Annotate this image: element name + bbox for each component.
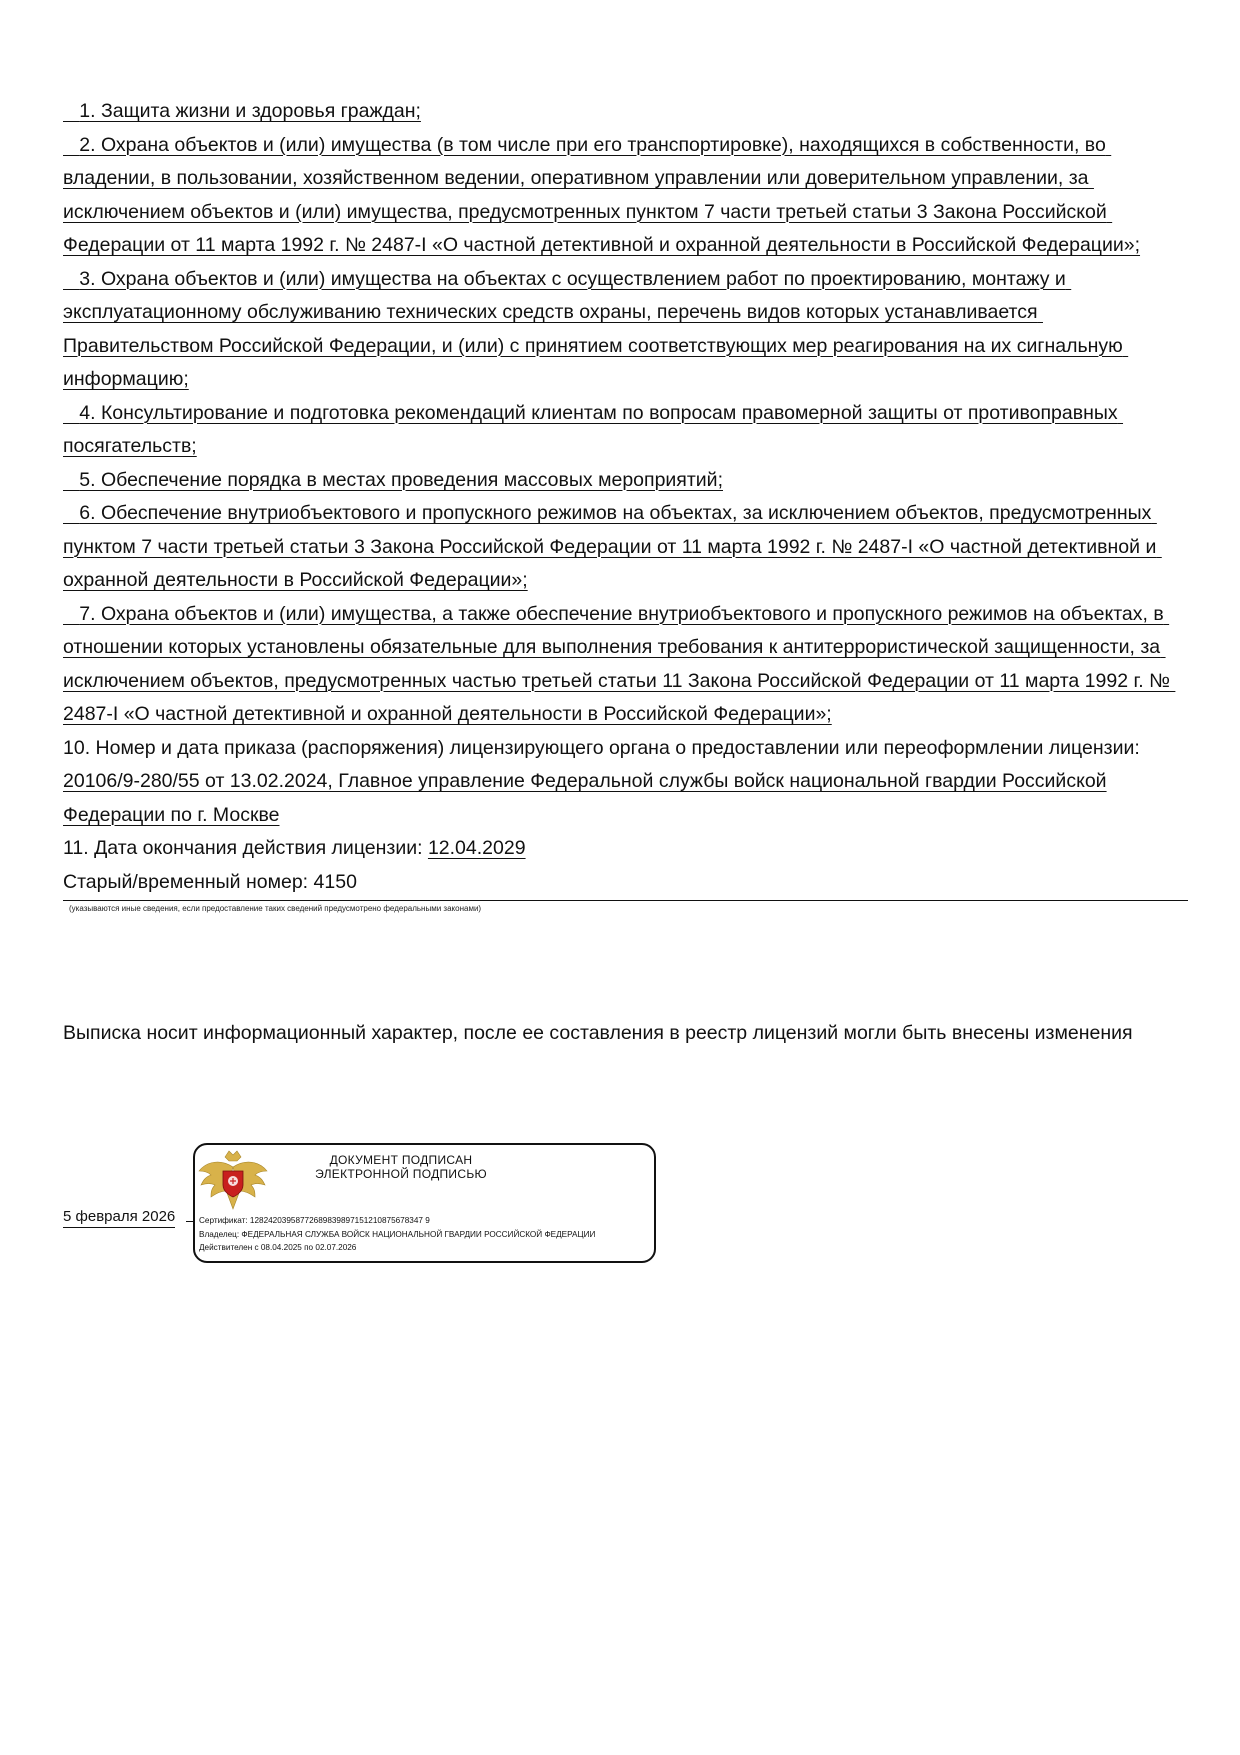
signature-date: 5 февраля 2026 [63, 1208, 175, 1228]
license-details [63, 95, 1191, 915]
electronic-signature-stamp [193, 1143, 656, 1263]
stamp-title [291, 1153, 511, 1181]
stamp-title-line: ДОКУМЕНТ ПОДПИСАН [329, 1153, 473, 1167]
stamp-details [199, 1214, 595, 1255]
stamp-certificate: Сертификат: 12824203958772689839897151210875678347 9 [199, 1216, 430, 1225]
activity-item-text: 5. Обеспечение порядка в местах проведения массовых мероприятий; [63, 468, 723, 491]
activity-item [63, 397, 1191, 464]
activity-item [63, 497, 1191, 598]
activity-item-text: 3. Охрана объектов и (или) имущества на объектах с осуществлением работ по проектированию, монтажу и эксплуатационному обслуживанию технических средств охраны, перечень видов которых устанавливается Правительством Российской Федерации, и (или) с принятием соответствующих мер реагирования на их сигнальную информацию; [63, 267, 1129, 390]
field-note: (указываются иные сведения, если предоставление таких сведений предусмотрено федеральными законами) [69, 904, 482, 913]
disclaimer: Выписка носит информационный характер, после ее составления в реестр лицензий могли быть внесены изменения [63, 1022, 1133, 1044]
order-field [63, 732, 1191, 833]
old-number-value: 4150 [313, 870, 357, 893]
expiry-label: 11. Дата окончания действия лицензии: [63, 837, 423, 859]
activity-item [63, 263, 1191, 397]
rosgvardia-emblem-icon [197, 1147, 269, 1217]
expiry-field [63, 832, 1191, 866]
stamp-owner: Владелец: ФЕДЕРАЛЬНАЯ СЛУЖБА ВОЙСК НАЦИОНАЛЬНОЙ ГВАРДИИ РОССИЙСКОЙ ФЕДЕРАЦИИ [199, 1229, 596, 1239]
activity-item-text: 6. Обеспечение внутриобъектового и пропускного режимов на объектах, за исключением объектов, предусмотренных пунктом 7 части третьей статьи 3 Закона Российской Федерации от 11 марта 1992 г. № 2487-I «О частной детективной и охранной деятельности в Российской Федерации»; [63, 502, 1162, 591]
old-number-label: Старый/временный номер: [63, 870, 309, 893]
order-label: 10. Номер и дата приказа (распоряжения) лицензирующего органа о предоставлении или переоформлении лицензии: [63, 736, 1140, 759]
activity-item-text: 1. Защита жизни и здоровья граждан; [63, 100, 421, 122]
activity-item [63, 598, 1191, 732]
activity-item-text: 7. Охрана объектов и (или) имущества, а также обеспечение внутриобъектового и пропускного режимов на объектах, в отношении которых установлены обязательные для выполнения требования к антитеррористической защищенности, за исключением объектов, предусмотренных частью третьей статьи 11 Закона Российской Федерации от 11 марта 1992 г. № 2487-I «О частной детективной и охранной деятельности в Российской Федерации»; [63, 602, 1176, 725]
old-number-field [63, 866, 1191, 900]
stamp-validity: Действителен с 08.04.2025 по 02.07.2026 [199, 1243, 357, 1252]
activity-item-text: 2. Охрана объектов и (или) имущества (в том числе при его транспортировке), находящихся в собственности, во владении, в пользовании, хозяйственном ведении, оперативном управлении или доверительном управлении, за исключением объектов и (или) имущества, предусмотренных пунктом 7 части третьей статьи 3 Закона Российской Федерации от 11 марта 1992 г. № 2487-I «О частной детективной и охранной деятельности в Российской Федерации»; [63, 133, 1141, 256]
activity-item [63, 95, 1191, 129]
activity-item-text: 4. Консультирование и подготовка рекомендаций клиентам по вопросам правомерной защиты от противоправных посягательств; [63, 401, 1124, 457]
field-rule [63, 900, 1188, 901]
expiry-value: 12.04.2029 [427, 837, 526, 859]
stamp-title-line: ЭЛЕКТРОННОЙ ПОДПИСЬЮ [315, 1167, 487, 1181]
activity-item [63, 129, 1191, 263]
order-value: 20106/9-280/55 от 13.02.2024, Главное управление Федеральной службы войск национальной гвардии Российской Федерации по г. Москве [63, 770, 1107, 826]
activity-item [63, 464, 1191, 498]
